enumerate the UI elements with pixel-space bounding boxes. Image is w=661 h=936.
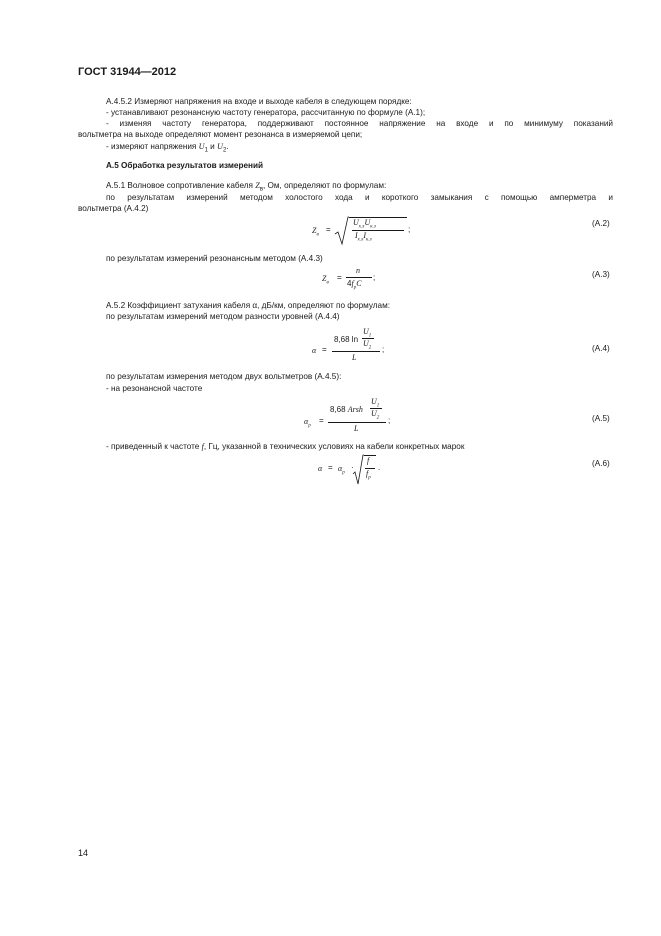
equation-a4 <box>312 326 388 366</box>
u1-symbol: U <box>198 142 205 151</box>
a2-equals: = <box>326 225 331 234</box>
reduced-suffix: , Гц, указанной в технических условиях на кабели конкретных марок <box>203 442 465 451</box>
equation-a4-number: (А.4) <box>592 344 610 353</box>
reduced-prefix: - приведенный к частоте <box>106 442 202 451</box>
a3-den-4: 4 <box>347 279 352 288</box>
a2-lhs <box>312 226 319 238</box>
a452-intro: А.4.5.2 Измеряют напряжения на входе и выходе кабеля в следующем порядке: <box>106 97 412 106</box>
a5-u1 <box>371 397 379 409</box>
equation-a6 <box>318 454 388 488</box>
a2-i-xx-sub: х.х <box>357 237 364 243</box>
a5-u2 <box>371 409 379 421</box>
page-number: 14 <box>78 848 89 858</box>
a3-den-c: C <box>356 279 362 288</box>
resonant-method-text: по результатам измерений резонансным методом (А.4.3) <box>106 254 323 263</box>
a5-lhs-sub: p <box>308 423 311 429</box>
a6-numerator: f <box>367 456 370 465</box>
a5-u2-sym: U <box>371 409 377 418</box>
a4-lhs: α <box>312 346 317 355</box>
a5-coef-number: 8,68 <box>330 405 348 414</box>
a6-rhs-alpha: α <box>338 464 343 473</box>
a6-den-f: f <box>366 469 369 478</box>
a3-tail: ; <box>373 273 376 282</box>
equation-a2-number: (А.2) <box>592 219 610 228</box>
u1-sub: 1 <box>204 147 208 154</box>
reduced-frequency-text <box>106 441 464 452</box>
a5-u1-sub: 1 <box>376 403 380 409</box>
a4-tail: ; <box>382 345 385 354</box>
equation-a3-number: (А.3) <box>592 270 610 279</box>
a2-i-kz: I <box>363 231 367 240</box>
a3-fraction-bar <box>346 277 372 278</box>
a4-u1 <box>363 327 371 339</box>
a2-lhs-sub: в <box>316 231 319 238</box>
equation-a5 <box>304 396 400 436</box>
a4-coefficient: 8,68 ln <box>334 335 359 344</box>
a6-denominator <box>366 469 371 481</box>
document-header: ГОСТ 31944—2012 <box>78 66 177 78</box>
a5-fraction-bar <box>328 422 386 423</box>
a4-u2-sym: U <box>363 339 369 348</box>
a452-item-1: - устанавливают резонансную частоту генератора, рассчитанную по формуле (А.1); <box>106 108 426 117</box>
a4-u1-sub: 1 <box>368 333 372 339</box>
a5-lhs <box>304 417 311 429</box>
a4-u2-sub: 2 <box>368 345 372 351</box>
a4-equals: = <box>322 345 327 354</box>
equation-a5-number: (А.5) <box>592 414 610 423</box>
a6-vinculum <box>364 455 376 456</box>
equation-a6-number: (А.6) <box>592 459 610 468</box>
a5-u2-sub: 2 <box>376 415 380 421</box>
a5-coef-arsh: Arsh <box>347 405 363 414</box>
equation-a3 <box>322 267 382 293</box>
a5-lhs-alpha: α <box>304 417 309 426</box>
a2-radical <box>334 216 349 246</box>
at-resonant-frequency-text: - на резонансной частоте <box>106 384 203 393</box>
a6-lhs: α <box>318 464 323 473</box>
a452-item3-prefix: - измеряют напряжения <box>106 142 199 151</box>
a6-dot: · <box>351 463 354 472</box>
two-voltmeters-text: по результатам измерения методом двух вольтметров (А.4.5): <box>106 372 342 381</box>
equation-a2 <box>312 216 422 246</box>
a6-equals: = <box>328 463 333 472</box>
a6-rhs <box>338 464 345 476</box>
a5-denominator: L <box>354 424 359 433</box>
a452-item-2-line-2: вольтметра на выходе определяют момент резонанса в измеряемой цепи; <box>78 130 363 139</box>
a2-u-kz: U <box>364 218 371 227</box>
a452-item3-and: и <box>207 142 218 151</box>
a2-tail: ; <box>408 225 411 234</box>
a452-item-2-line-1: - изменяя частоту генератора, поддерживают постоянное напряжение на входе и по минимуму показаний <box>106 119 613 128</box>
a3-lhs-z: Z <box>322 274 327 283</box>
a3-den-sub: p <box>353 285 357 291</box>
a51-line-2: по результатам измерений методом холостого хода и короткого замыкания с помощью амперметра и <box>106 193 613 202</box>
a2-u-kz-sub: к.з <box>370 224 376 230</box>
a4-u1-sym: U <box>363 327 369 336</box>
a452-item3-end: . <box>226 142 229 151</box>
a52-line-2: по результатам измерений методом разности уровней (А.4.4) <box>106 312 340 321</box>
reduced-f: f <box>201 442 204 451</box>
a2-u-xx: U <box>353 218 359 227</box>
a51-line-3: вольтметра (А.4.2) <box>78 204 149 213</box>
a6-radical <box>352 454 364 486</box>
a4-fraction-bar <box>332 351 380 352</box>
a2-i-kz-sub: к.з <box>366 237 372 243</box>
section-a5-heading: А.5 Обработка результатов измерений <box>106 161 264 170</box>
a6-den-sub: p <box>368 475 371 481</box>
a5-u1-sym: U <box>371 397 377 406</box>
u2-sub: 2 <box>222 147 227 154</box>
a52-line-1: А.5.2 Коэффициент затухания кабеля α, дБ/км, определяют по формулам: <box>106 301 391 310</box>
a51-prefix: А.5.1 Волновое сопротивление кабеля <box>106 181 256 190</box>
a3-numerator: n <box>356 266 360 275</box>
zv-sub: в <box>259 186 263 193</box>
a2-i-xx: I <box>355 231 358 240</box>
zv-symbol: Z <box>255 181 260 190</box>
u2-symbol: U <box>217 142 223 151</box>
a3-equals: = <box>337 273 342 282</box>
a51-suffix: , Ом, определяют по формулам: <box>263 181 387 190</box>
a2-lhs-z: Z <box>312 226 317 235</box>
a4-denominator: L <box>352 353 357 362</box>
a5-tail: ; <box>388 416 391 425</box>
a3-lhs <box>322 274 329 286</box>
a5-equals: = <box>319 416 324 425</box>
a2-numerator <box>353 218 376 230</box>
a2-denominator <box>355 231 372 243</box>
a4-u2 <box>363 339 371 351</box>
a6-rhs-sub: p <box>342 470 345 476</box>
a5-coefficient <box>330 405 363 414</box>
a3-lhs-sub: в <box>326 279 329 286</box>
a2-u-xx-sub: х.х <box>358 224 365 230</box>
a6-tail: . <box>378 463 381 472</box>
a3-denominator <box>347 279 362 291</box>
a3-den-f: f <box>351 279 354 288</box>
a452-item-3 <box>106 141 229 157</box>
